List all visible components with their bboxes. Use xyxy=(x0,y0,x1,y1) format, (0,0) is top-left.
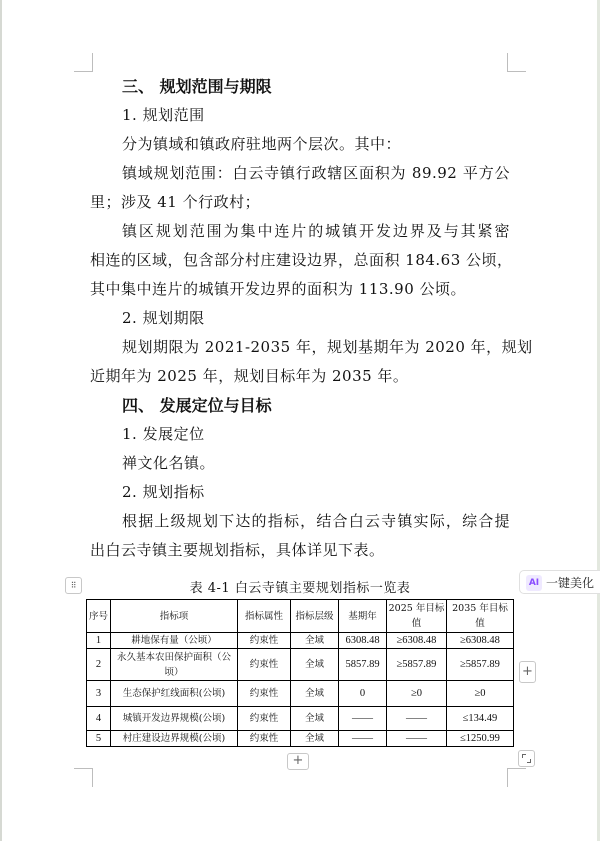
section-heading-4: 四、 发展定位与目标 xyxy=(122,396,272,415)
subheading-scope: 1. 规划范围 xyxy=(122,106,205,124)
paragraph: 相连的区域，包含部分村庄建设边界，总面积 184.63 公顷， xyxy=(90,251,513,269)
cell-no: 1 xyxy=(87,633,111,649)
cell-level: 全域 xyxy=(291,707,339,731)
cell-item: 永久基本农田保护面积（公顷） xyxy=(111,649,238,681)
cell-2025: —— xyxy=(387,731,447,747)
header-base: 基期年 xyxy=(339,600,387,633)
cell-no: 3 xyxy=(87,681,111,707)
indicators-table[interactable] xyxy=(86,599,514,747)
cell-2035: ≥0 xyxy=(447,681,514,707)
cell-2025: ≥6308.48 xyxy=(387,633,447,649)
cell-2025: —— xyxy=(387,707,447,731)
header-2025: 2025 年目标值 xyxy=(387,600,447,633)
cell-base: 5857.89 xyxy=(339,649,387,681)
paragraph: 其中集中连片的城镇开发边界的面积为 113.90 公顷。 xyxy=(90,280,467,298)
ai-beautify-button[interactable] xyxy=(519,570,600,594)
cell-level: 全域 xyxy=(291,681,339,707)
table-row xyxy=(87,649,514,681)
cell-attr: 约束性 xyxy=(238,707,291,731)
paragraph: 根据上级规划下达的指标，结合白云寺镇实际，综合提 xyxy=(122,512,510,530)
cell-2025: ≥5857.89 xyxy=(387,649,447,681)
cell-level: 全域 xyxy=(291,649,339,681)
paragraph: 近期年为 2025 年，规划目标年为 2035 年。 xyxy=(90,367,409,385)
table-row xyxy=(87,681,514,707)
paragraph: 分为镇域和镇政府驻地两个层次。其中： xyxy=(122,135,402,153)
cell-attr: 约束性 xyxy=(238,731,291,747)
cell-attr: 约束性 xyxy=(238,633,291,649)
subheading-positioning: 1. 发展定位 xyxy=(122,425,205,443)
header-item: 指标项 xyxy=(111,600,238,633)
cell-no: 4 xyxy=(87,707,111,731)
add-column-button[interactable]: + xyxy=(519,661,536,683)
cell-2035: ≥5857.89 xyxy=(447,649,514,681)
table-caption: 表 4-1 白云寺镇主要规划指标一览表 xyxy=(189,581,411,596)
cell-base: 0 xyxy=(339,681,387,707)
page-corner-mark-top-left xyxy=(74,53,93,72)
paragraph: 规划期限为 2021-2035 年，规划基期年为 2020 年，规划 xyxy=(122,338,533,356)
cell-2035: ≥6308.48 xyxy=(447,633,514,649)
cell-base: 6308.48 xyxy=(339,633,387,649)
cell-2035: ≤134.49 xyxy=(447,707,514,731)
cell-item: 耕地保有量（公顷） xyxy=(111,633,238,649)
header-2035: 2035 年目标值 xyxy=(447,600,514,633)
table-header-row xyxy=(87,600,514,633)
ai-beautify-label: 一键美化 xyxy=(546,575,595,590)
cell-attr: 约束性 xyxy=(238,681,291,707)
table-row xyxy=(87,707,514,731)
cell-no: 2 xyxy=(87,649,111,681)
paragraph: 出白云寺镇主要规划指标，具体详见下表。 xyxy=(90,541,385,559)
paragraph: 里；涉及 41 个行政村； xyxy=(90,193,261,211)
paragraph: 镇域规划范围：白云寺镇行政辖区面积为 89.92 平方公 xyxy=(122,164,510,182)
subheading-indicators: 2. 规划指标 xyxy=(122,483,205,501)
page-corner-mark-top-right xyxy=(507,53,526,72)
paragraph: 镇区规划范围为集中连片的城镇开发边界及与其紧密 xyxy=(122,222,510,240)
document-body[interactable] xyxy=(90,72,533,565)
section-heading-3: 三、 规划范围与期限 xyxy=(122,77,272,96)
subheading-period: 2. 规划期限 xyxy=(122,309,205,327)
header-attr: 指标属性 xyxy=(238,600,291,633)
table-drag-handle-icon[interactable]: ⠿ xyxy=(65,577,82,594)
table-row xyxy=(87,731,514,747)
cell-base: —— xyxy=(339,731,387,747)
cell-no: 5 xyxy=(87,731,111,747)
add-row-button[interactable]: + xyxy=(287,753,309,770)
cell-item: 城镇开发边界规模(公顷) xyxy=(111,707,238,731)
page-corner-mark-bottom-left xyxy=(74,768,93,787)
cell-level: 全域 xyxy=(291,731,339,747)
header-no: 序号 xyxy=(87,600,111,633)
cell-2035: ≤1250.99 xyxy=(447,731,514,747)
cell-attr: 约束性 xyxy=(238,649,291,681)
paragraph: 禅文化名镇。 xyxy=(122,454,216,472)
cell-2025: ≥0 xyxy=(387,681,447,707)
window-left-edge xyxy=(0,0,2,841)
cell-base: —— xyxy=(339,707,387,731)
cell-item: 生态保护红线面积(公顷) xyxy=(111,681,238,707)
page-corner-mark-bottom-right xyxy=(507,768,526,787)
ai-icon: AI xyxy=(526,575,542,591)
table-row xyxy=(87,633,514,649)
cell-level: 全域 xyxy=(291,633,339,649)
cell-item: 村庄建设边界规模(公顷) xyxy=(111,731,238,747)
header-level: 指标层级 xyxy=(291,600,339,633)
table-resize-icon[interactable] xyxy=(518,750,535,767)
